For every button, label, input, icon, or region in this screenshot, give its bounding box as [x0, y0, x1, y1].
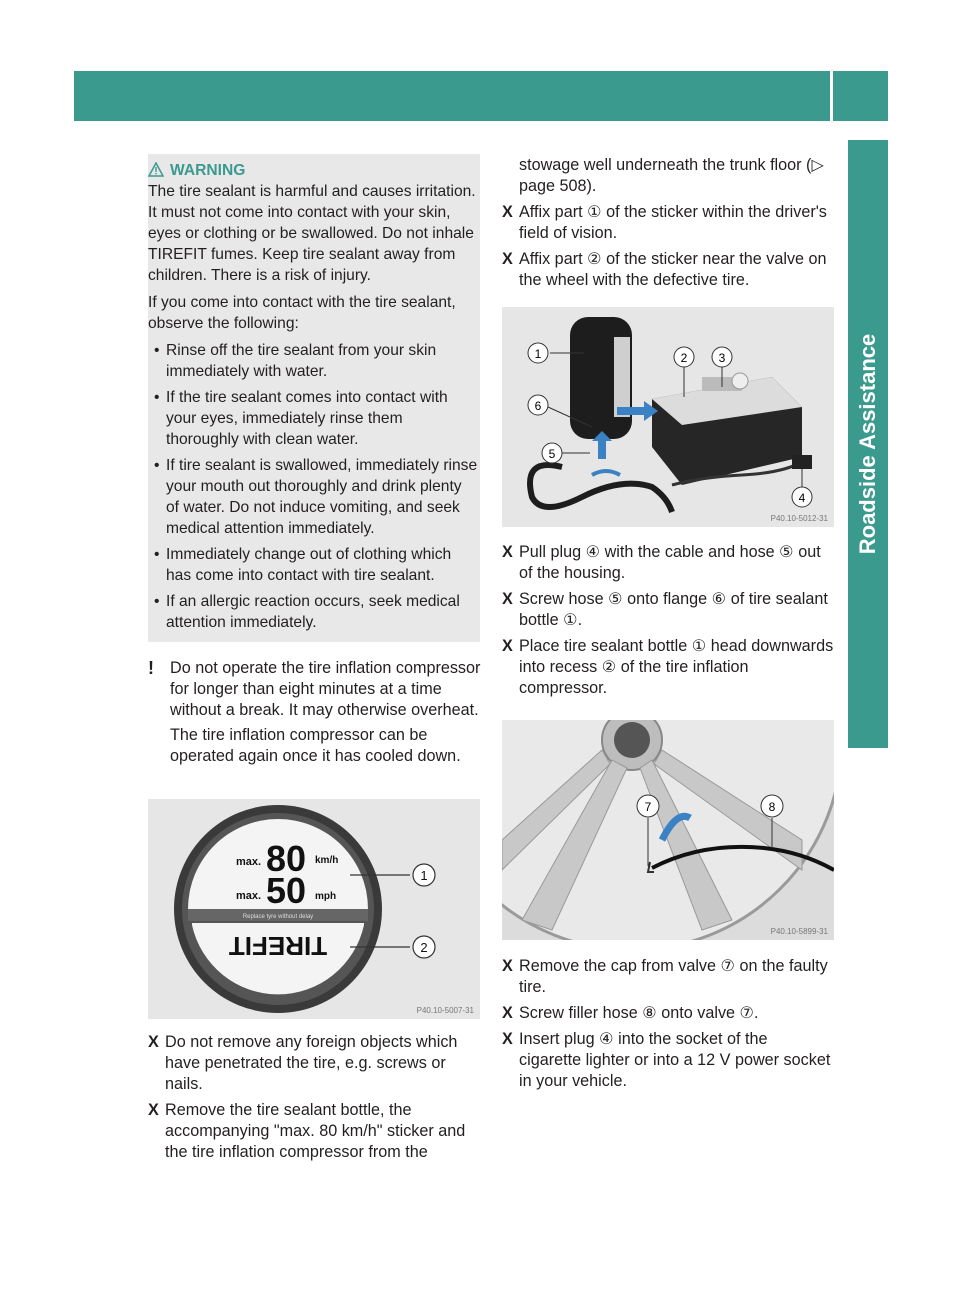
note-text: Do not operate the tire inflation compressor for longer than eight minutes at a time without a break. It may otherwise overheat.: [170, 659, 481, 719]
step-marker-icon: X: [502, 543, 513, 561]
step-marker-icon: X: [148, 1033, 159, 1051]
sticker-figure: [148, 799, 480, 1019]
compressor-callout-1: 1: [534, 347, 542, 361]
wheel-figure: [502, 720, 834, 940]
step-text: Screw filler hose ⑧ onto valve ⑦.: [519, 1004, 759, 1022]
sticker-speed-kmh: 80: [266, 838, 307, 879]
step-text: Do not remove any foreign objects which have penetrated the tire, e.g. screws or nails.: [165, 1033, 458, 1093]
step-text: Affix part ① of the sticker within the driver's field of vision.: [519, 203, 827, 242]
sticker-unit-mph: mph: [315, 891, 337, 902]
wheel-figure-ref: P40.10-5899-31: [770, 927, 828, 936]
sticker-small-text: Replace tyre without delay: [242, 914, 314, 920]
step-marker-icon: X: [148, 1101, 159, 1119]
right-steps-3: [502, 956, 834, 1097]
step-marker-icon: X: [502, 1030, 513, 1048]
warning-bullet: • Immediately change out of clothing which has come into contact with tire sealant.: [148, 544, 478, 586]
page-header: [74, 71, 888, 121]
step-marker-icon: X: [502, 1004, 513, 1022]
side-tab: [848, 140, 888, 748]
compressor-callout-3: 3: [718, 351, 726, 365]
left-steps: [148, 1032, 482, 1168]
step-text: Insert plug ④ into the socket of the cigarette lighter or into a 12 V power socket in your vehicle.: [519, 1030, 831, 1090]
side-tab-marker: [848, 700, 888, 748]
page-number: 511: [840, 18, 874, 41]
step-marker-icon: X: [502, 637, 513, 655]
sticker-max-label-2: max.: [236, 890, 262, 902]
compressor-callout-5: 5: [548, 447, 556, 461]
warning-bullet: • If an allergic reaction occurs, seek medical attention immediately.: [148, 591, 478, 633]
sticker-callout-2: 2: [420, 940, 428, 955]
step-text: Affix part ② of the sticker near the valve on the wheel with the defective tire.: [519, 250, 827, 289]
side-tab-label: Roadside Assistance: [855, 333, 880, 555]
sticker-brand: TIREFIT: [228, 931, 328, 961]
warning-triangle-icon: [148, 162, 164, 177]
step-marker-icon: X: [502, 250, 513, 268]
continued-text: stowage well underneath the trunk floor (▷ page 508).: [519, 156, 824, 195]
header-separator: [830, 71, 833, 121]
step-text: Remove the cap from valve ⑦ on the faulty tire.: [519, 957, 828, 996]
note-block: [148, 658, 482, 767]
warning-bullet: • If tire sealant is swallowed, immediately rinse your mouth out thoroughly and drink plenty of water. Do not induce vomiting, and seek medical attention immediately.: [148, 455, 478, 539]
sticker-max-label: max.: [236, 856, 262, 868]
step-text: Remove the tire sealant bottle, the accompanying "max. 80 km/h" sticker and the tire inflation compressor from the: [165, 1101, 466, 1161]
section-title: Flat tire: [742, 18, 823, 41]
note-text-2: The tire inflation compressor can be operated again once it has cooled down.: [170, 726, 461, 765]
right-steps-2: [502, 542, 834, 704]
warning-box: [148, 154, 480, 642]
compressor-figure: [502, 307, 834, 527]
sticker-unit-kmh: km/h: [315, 855, 339, 866]
wheel-illustration: [502, 720, 834, 940]
warning-paragraph-2: If you come into contact with the tire sealant, observe the following:: [148, 294, 456, 332]
compressor-figure-ref: P40.10-5012-31: [770, 514, 828, 523]
step-marker-icon: X: [502, 203, 513, 221]
wheel-callout-8: 8: [768, 800, 776, 814]
right-column-top: [502, 155, 834, 296]
step-marker-icon: X: [502, 957, 513, 975]
compressor-callout-6: 6: [534, 399, 542, 413]
sticker-figure-ref: P40.10-5007-31: [416, 1006, 474, 1015]
warning-heading: [148, 160, 478, 181]
sticker-speed-mph: 50: [266, 870, 307, 911]
compressor-illustration: [502, 307, 834, 527]
sticker-illustration: [148, 799, 480, 1019]
sticker-callout-1: 1: [420, 868, 428, 883]
compressor-callout-4: 4: [798, 491, 806, 505]
warning-title: WARNING: [170, 162, 246, 179]
step-marker-icon: X: [502, 590, 513, 608]
warning-paragraph-1: The tire sealant is harmful and causes irritation. It must not come into contact with your skin, eyes or clothing or be swallowed. Do not inhale TIREFIT fumes. Keep tire sealant away from children. There is a risk of injury.: [148, 183, 476, 284]
wheel-callout-7: 7: [644, 800, 652, 814]
note-icon: !: [148, 658, 154, 678]
warning-bullet: • If the tire sealant comes into contact with your eyes, immediately rinse them thoroughly with clean water.: [148, 387, 478, 450]
step-text: Screw hose ⑤ onto flange ⑥ of tire sealant bottle ①.: [519, 590, 828, 629]
warning-bullet: • Rinse off the tire sealant from your skin immediately with water.: [148, 340, 478, 382]
step-text: Place tire sealant bottle ① head downwards into recess ② of the tire inflation compressor.: [519, 637, 834, 697]
step-text: Pull plug ④ with the cable and hose ⑤ out of the housing.: [519, 543, 821, 582]
compressor-callout-2: 2: [680, 351, 688, 365]
